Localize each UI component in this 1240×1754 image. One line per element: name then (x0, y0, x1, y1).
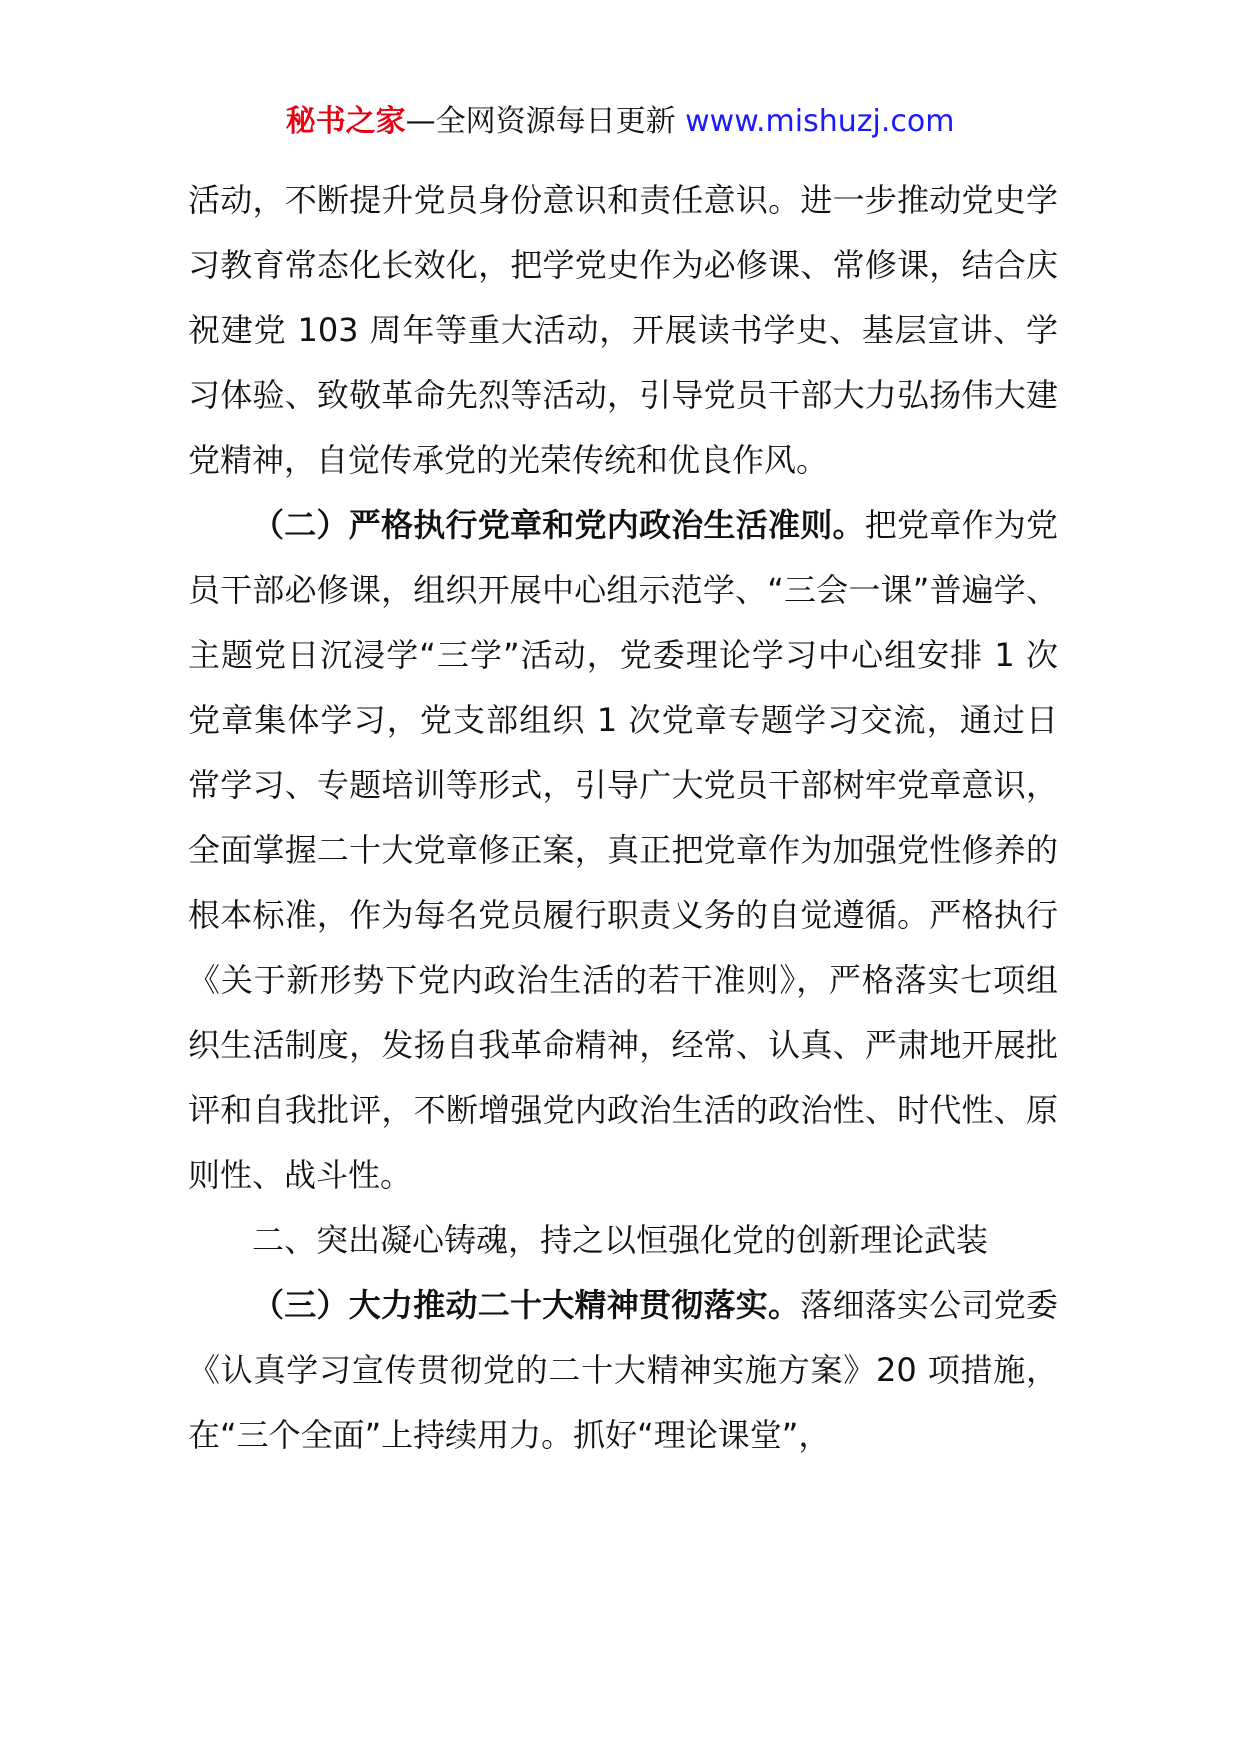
site-url-link[interactable]: www.mishuzj.com (685, 104, 955, 139)
header-tagline: —全网资源每日更新 (405, 104, 676, 139)
paragraph-2-body: 把党章作为党员干部必修课，组织开展中心组示范学、“三会一课”普遍学、主题党日沉浸学“三学”活动，党委理论学习中心组安排 1 次党章集体学习，党支部组织 1 次党章专题学习交流，通过日常学习、专题培训等形式，引导广大党员干部树牢党章意识，全面掌握二十大党章修正案，真正把党章作为加强党性修养的根本标准，作为每名党员履行职责义务的自觉遵循。严格执行《关于新形势下党内政治生活的若干准则》，严格落实七项组织生活制度，发扬自我革命精神，经常、认真、严肃地开展批评和自我批评，不断增强党内政治生活的政治性、时代性、原则性、战斗性。 (188, 506, 1058, 1194)
paragraph-3 (188, 1273, 1058, 1468)
brand-name: 秘书之家 (285, 104, 406, 139)
document-body (188, 168, 1058, 1468)
paragraph-continued: 活动，不断提升党员身份意识和责任意识。进一步推动党史学习教育常态化长效化，把学党史作为必修课、常修课，结合庆祝建党 103 周年等重大活动，开展读书学史、基层宣讲、学习体验、致敬革命先烈等活动，引导党员干部大力弘扬伟大建党精神，自觉传承党的光荣传统和优良作风。 (188, 181, 1058, 479)
paragraph-3-body: 落细落实公司党委《认真学习宣传贯彻党的二十大精神实施方案》20 项措施，在“三个全面”上持续用力。抓好“理论课堂”， (188, 1286, 1058, 1454)
paragraph-2 (188, 493, 1058, 1208)
section-heading-2: 二、突出凝心铸魂，持之以恒强化党的创新理论武装 (252, 1221, 989, 1259)
paragraph-3-title: （三）大力推动二十大精神贯彻落实。 (252, 1286, 801, 1324)
site-header (0, 100, 1240, 144)
paragraph-2-title: （二）严格执行党章和党内政治生活准则。 (252, 506, 865, 544)
